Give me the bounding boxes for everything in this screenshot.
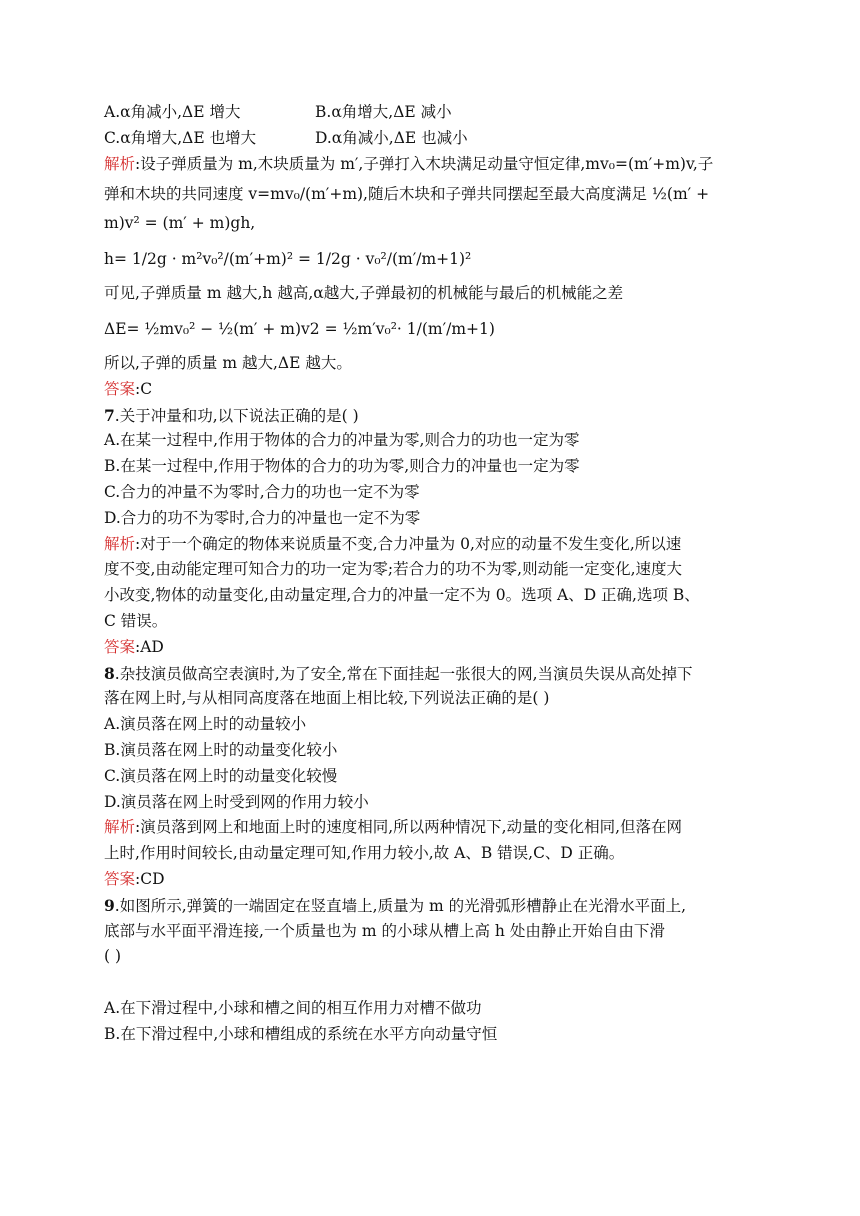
question-stem: .如图所示,弹簧的一端固定在竖直墙上,质量为 m 的光滑弧形槽静止在光滑水平面上, — [114, 896, 687, 915]
q8-option-a: A.演员落在网上时的动量较小 — [104, 715, 307, 734]
q6-answer — [104, 377, 754, 403]
answer-label: 答案 — [104, 637, 136, 656]
q6-option-c: C.α角增大,ΔE 也增大 — [104, 128, 257, 147]
q9-stem — [104, 893, 754, 919]
q8-answer — [104, 867, 754, 893]
q7-stem — [104, 403, 754, 429]
q7-analysis-line: C 错误。 — [104, 611, 168, 630]
analysis-label: 解析 — [104, 818, 136, 837]
answer-value: :C — [135, 379, 153, 398]
q9-stem-line: 底部与水平面平滑连接,一个质量也为 m 的小球从槽上高 h 处由静止开始自由下滑 — [104, 921, 665, 940]
question-number: 9 — [104, 895, 115, 915]
q7-option-a: A.在某一过程中,作用于物体的合力的冲量为零,则合力的功也一定为零 — [104, 431, 580, 450]
question-stem: .关于冲量和功,以下说法正确的是( ) — [114, 406, 359, 425]
analysis-label: 解析 — [104, 534, 136, 553]
q7-option-d: D.合力的功不为零时,合力的冲量也一定不为零 — [104, 508, 421, 527]
answer-label: 答案 — [104, 869, 136, 888]
q6-analysis-line: 弹和木块的共同速度 v=mv₀/(m′+m),随后木块和子弹共同摆起至最大高度满足 ½(m′ + — [104, 185, 710, 204]
q6-formula-delta-e: ΔE= ½mv₀² − ½(m′ + m)v2 = ½m′v₀²· 1/(m′/m+1) — [104, 319, 495, 338]
figure-gap — [104, 970, 754, 996]
answer-value: :AD — [135, 637, 164, 656]
q7-analysis-line — [104, 532, 754, 558]
q8-option-b: B.演员落在网上时的动量变化较小 — [104, 740, 338, 759]
q8-stem — [104, 661, 754, 687]
q7-analysis-line: 度不变,由动能定理可知合力的功一定为零;若合力的功不为零,则动能一定变化,速度大 — [104, 560, 683, 579]
q8-analysis-line — [104, 815, 754, 841]
q6-options-row-2 — [104, 126, 754, 152]
q7-option-c: C.合力的冲量不为零时,合力的功也一定不为零 — [104, 482, 420, 501]
answer-value: :CD — [135, 869, 165, 888]
q8-analysis-line: 上时,作用时间较长,由动量定理可知,作用力较小,故 A、B 错误,C、D 正确。 — [104, 844, 625, 863]
answer-label: 答案 — [104, 379, 136, 398]
q7-analysis-line: 小改变,物体的动量变化,由动量定理,合力的冲量一定不为 0。选项 A、D 正确,选项 B、 — [104, 586, 700, 605]
analysis-text: :对于一个确定的物体来说质量不变,合力冲量为 0,对应的动量不发生变化,所以速 — [135, 534, 682, 553]
q8-option-d: D.演员落在网上时受到网的作用力较小 — [104, 792, 369, 811]
q6-analysis-line: 所以,子弹的质量 m 越大,ΔE 越大。 — [104, 353, 352, 372]
q9-stem-line: ( ) — [104, 947, 122, 966]
q8-stem-line: 落在网上时,与从相同高度落在地面上相比较,下列说法正确的是( ) — [104, 689, 550, 708]
analysis-text: :演员落到网上和地面上时的速度相同,所以两种情况下,动量的变化相同,但落在网 — [135, 818, 683, 837]
question-number: 8 — [104, 663, 115, 683]
question-number: 7 — [104, 405, 115, 425]
q6-analysis-line: m)v² = (m′ + m)gh, — [104, 214, 256, 233]
q6-option-a: A.α角减小,ΔE 增大 — [104, 103, 241, 121]
q6-option-b: B.α角增大,ΔE 减小 — [315, 103, 452, 121]
q9-option-a: A.在下滑过程中,小球和槽之间的相互作用力对槽不做功 — [104, 999, 482, 1018]
q7-answer — [104, 635, 754, 661]
q9-option-b: B.在下滑过程中,小球和槽组成的系统在水平方向动量守恒 — [104, 1024, 498, 1043]
analysis-text: :设子弹质量为 m,木块质量为 m′,子弹打入木块满足动量守恒定律,mv₀=(m′+m)v,子 — [135, 154, 714, 173]
analysis-label: 解析 — [104, 154, 136, 173]
document-page — [104, 100, 754, 1048]
q6-formula-h: h= 1/2g · m²v₀²/(m′+m)² = 1/2g · v₀²/(m′/m+1)² — [104, 250, 472, 269]
q6-analysis-line: 可见,子弹质量 m 越大,h 越高,α越大,子弹最初的机械能与最后的机械能之差 — [104, 284, 624, 303]
q8-option-c: C.演员落在网上时的动量变化较慢 — [104, 766, 338, 785]
q6-analysis-line — [104, 152, 754, 178]
q6-options-row-1 — [104, 100, 754, 126]
q7-option-b: B.在某一过程中,作用于物体的合力的功为零,则合力的冲量也一定为零 — [104, 457, 580, 476]
q6-option-d: D.α角减小,ΔE 也减小 — [315, 128, 468, 147]
question-stem: .杂技演员做高空表演时,为了安全,常在下面挂起一张很大的网,当演员失误从高处掉下 — [114, 664, 693, 683]
